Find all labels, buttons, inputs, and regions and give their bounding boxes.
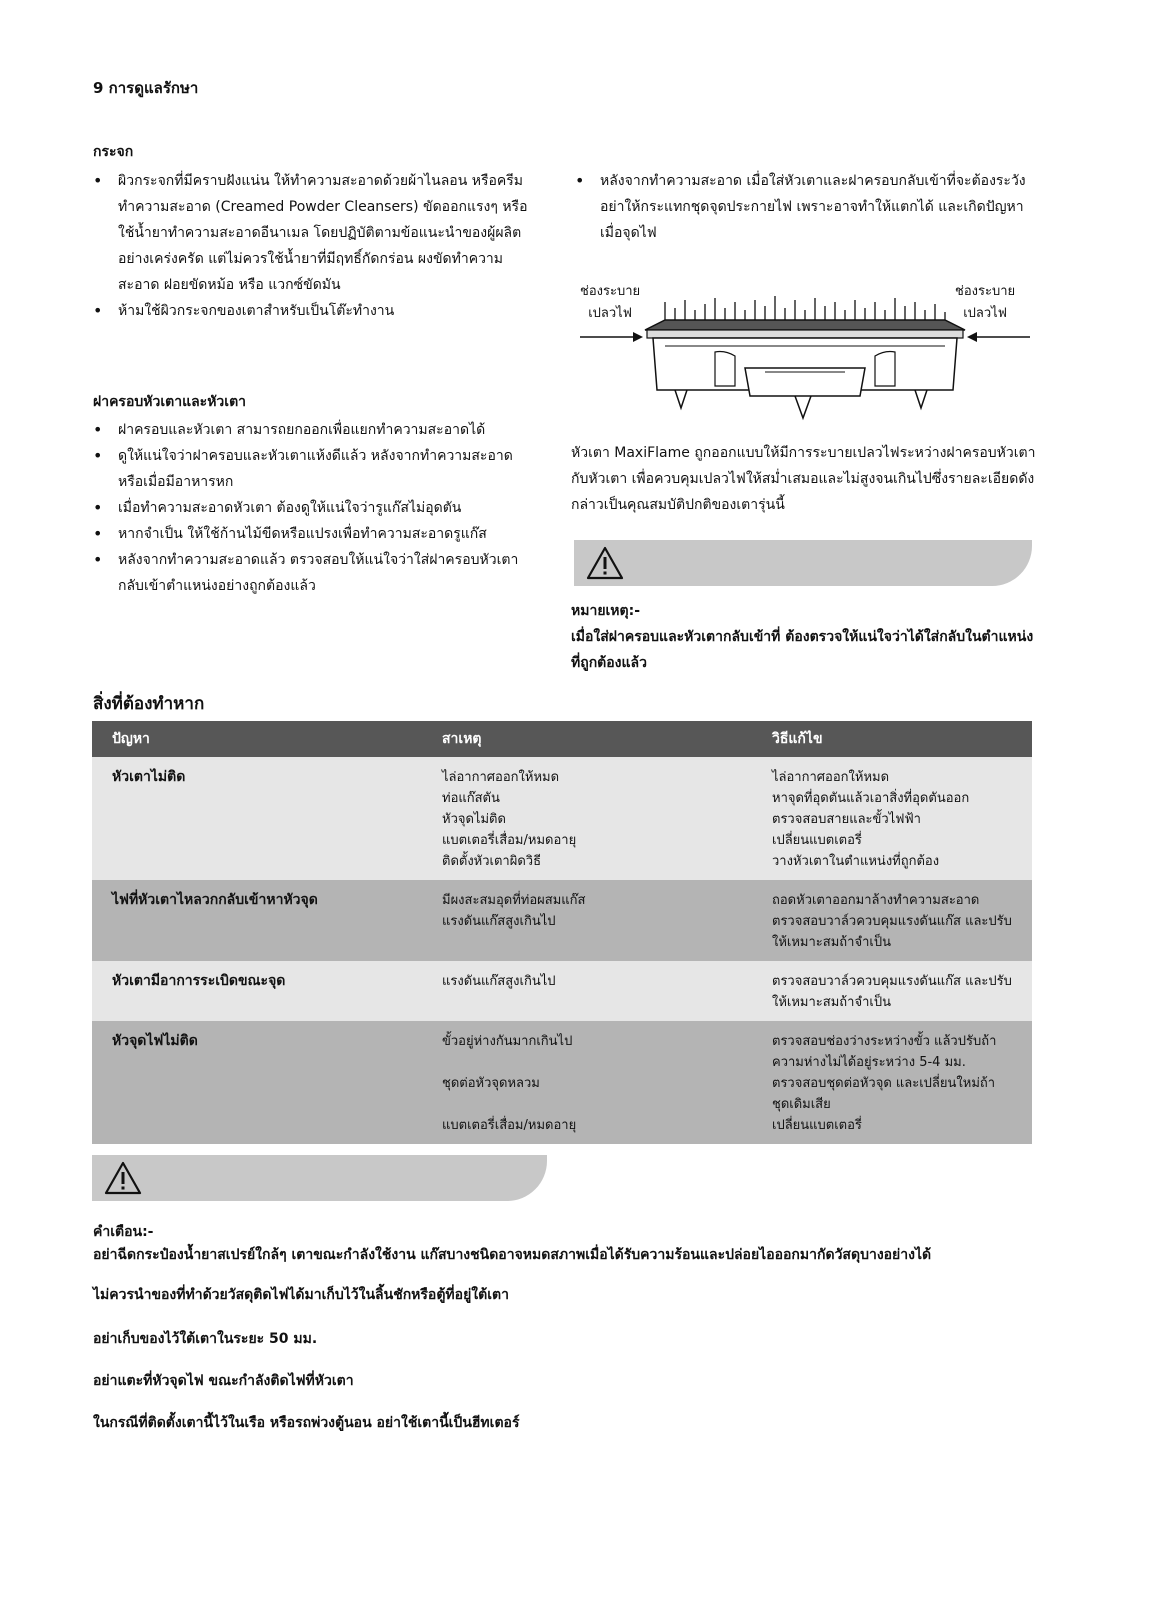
right-bullet: • หลังจากทำความสะอาด เมื่อใส่หัวเตาและฝาครอบกลับเข้าที่จะต้องระวังอย่าให้กระแทกชุดจุดประกายไฟ เพราะอาจทำให้แตกได้ และเกิดปัญหาเมื่อจุดไฟ — [571, 168, 1026, 246]
cause-item: แบตเตอรี่เสื่อม/หมดอายุ — [442, 1118, 577, 1133]
solution-cell — [752, 961, 1032, 1021]
diagram-label-right-line: เปลวไฟ — [963, 306, 1007, 321]
diagram-label-right-line: ช่องระบาย — [955, 284, 1016, 299]
column-header-solution: วิธีแก้ไข — [752, 721, 1032, 757]
diagram-label-left-line: ช่องระบาย — [580, 284, 641, 299]
burner-bullet: • เมื่อทำความสะอาดหัวเตา ต้องดูให้แน่ใจว่ารูแก๊สไม่อุดตัน — [89, 495, 534, 521]
cause-item: ไล่อากาศออกให้หมด — [442, 770, 560, 785]
problem-cell: หัวเตามีอาการระเบิดขณะจุด — [92, 961, 422, 1021]
burner-heading: ฝาครอบหัวเตาและหัวเตา — [93, 394, 247, 410]
glass-bullet-list — [89, 168, 534, 324]
problem-cell: หัวจุดไฟไม่ติด — [92, 1021, 422, 1144]
solution-item: หาจุดที่อุดตันแล้วเอาสิ่งที่อุดตันออก — [772, 791, 970, 806]
solution-item: ตรวจสอบวาล์วควบคุมแรงดันแก๊ส และปรับให้เหมาะสมถ้าจำเป็น — [772, 914, 1012, 950]
column-header-problem: ปัญหา — [92, 721, 422, 757]
cause-item: ท่อแก๊สตัน — [442, 791, 500, 806]
burner-bullet-list — [89, 417, 534, 599]
warning-line: ไม่ควรนำของที่ทำด้วยวัสดุติดไฟได้มาเก็บไว้ในลิ้นชักหรือตู้ที่อยู่ใต้เตา — [93, 1287, 509, 1303]
solution-item: ตรวจสอบวาล์วควบคุมแรงดันแก๊ส และปรับให้เหมาะสมถ้าจำเป็น — [772, 974, 1012, 1010]
warning-title: คำเตือน:- — [93, 1224, 154, 1240]
warning-lines — [93, 1244, 1093, 1434]
problem-cell: หัวเตาไม่ติด — [92, 757, 422, 880]
burner-bullet: • ดูให้แน่ใจว่าฝาครอบและหัวเตาแห้งดีแล้ว หลังจากทำความสะอาด หรือเมื่อมีอาหารหก — [89, 443, 534, 495]
table-row — [92, 880, 1032, 961]
burner-diagram — [575, 290, 1035, 425]
cause-item: แรงดันแก๊สสูงเกินไป — [442, 974, 556, 989]
column-header-cause: สาเหตุ — [422, 721, 752, 757]
right-bullet-list — [571, 168, 1026, 246]
burner-bullet: • หากจำเป็น ให้ใช้ก้านไม้ขีดหรือแปรงเพื่อทำความสะอาดรูแก๊ส — [89, 521, 534, 547]
table-row — [92, 1021, 1032, 1144]
cause-item: ติดตั้งหัวเตาผิดวิธี — [442, 854, 542, 869]
table-row — [92, 757, 1032, 880]
cause-cell — [422, 961, 752, 1021]
cause-item: ชุดต่อหัวจุดหลวม — [442, 1076, 540, 1091]
solution-item: วางหัวเตาในตำแหน่งที่ถูกต้อง — [772, 854, 940, 869]
table-row — [92, 961, 1032, 1021]
cause-item: แรงดันแก๊สสูงเกินไป — [442, 914, 556, 929]
warning-triangle-icon — [586, 546, 624, 580]
cause-cell — [422, 880, 752, 961]
solution-item: ไล่อากาศออกให้หมด — [772, 770, 890, 785]
section-title: 9 การดูแลรักษา — [93, 79, 199, 97]
note-text: เมื่อใส่ฝาครอบและหัวเตากลับเข้าที่ ต้องตรวจให้แน่ใจว่าได้ใส่กลับในตำแหน่งที่ถูกต้องแล้ว — [571, 629, 1034, 671]
maxiflame-description: หัวเตา MaxiFlame ถูกออกแบบให้มีการระบายเปลวไฟระหว่างฝาครอบหัวเตากับหัวเตา เพื่อควบคุมเปลวไฟให้สม่ำเสมอและไม่สูงจนเกินไปซึ่งรายละเอียดดังกล่าวเป็นคุณสมบัติปกติของเตารุ่นนี้ — [571, 445, 1036, 513]
cause-item: หัวจุดไม่ติด — [442, 812, 506, 827]
burner-bullet: • หลังจากทำความสะอาดแล้ว ตรวจสอบให้แน่ใจว่าใส่ฝาครอบหัวเตากลับเข้าตำแหน่งอย่างถูกต้องแล้ว — [89, 547, 534, 599]
solution-item: เปลี่ยนแบตเตอรี่ — [772, 833, 862, 848]
diagram-label-left-line: เปลวไฟ — [588, 306, 632, 321]
cause-item: ขั้วอยู่ห่างกันมากเกินไป — [442, 1034, 573, 1049]
solution-cell — [752, 1021, 1032, 1144]
solution-item: เปลี่ยนแบตเตอรี่ — [772, 1118, 862, 1133]
solution-item: ตรวจสอบสายและขั้วไฟฟ้า — [772, 812, 921, 827]
problem-cell: ไฟที่หัวเตาไหลวกกลับเข้าหาหัวจุด — [92, 880, 422, 961]
troubleshoot-heading: สิ่งที่ต้องทำหาก — [93, 694, 205, 714]
warning-line: อย่าแตะที่หัวจุดไฟ ขณะกำลังติดไฟที่หัวเตา — [93, 1373, 354, 1389]
solution-item: ตรวจสอบชุดต่อหัวจุด และเปลี่ยนใหม่ถ้าชุดเดิมเสีย — [772, 1076, 996, 1112]
warning-line: ในกรณีที่ติดตั้งเตานี้ไว้ในเรือ หรือรถพ่วงตู้นอน อย่าใช้เตานี้เป็นฮีทเตอร์ — [93, 1415, 520, 1431]
cause-item: แบตเตอรี่เสื่อม/หมดอายุ — [442, 833, 577, 848]
cause-cell — [422, 757, 752, 880]
glass-bullet: • ผิวกระจกที่มีคราบฝังแน่น ให้ทำความสะอาดด้วยผ้าไนลอน หรือครีมทำความสะอาด (Creamed Powder Cleansers) ขัดออกแรงๆ หรือใช้น้ำยาทำความสะอาดอีนาเมล โดยปฏิบัติตามข้อแนะนำของผู้ผลิตอย่างเคร่งครัด แต่ไม่ควรใช้น้ำยาที่มีฤทธิ์กัดกร่อน ผงขัดทำความสะอาด ฝอยขัดหม้อ หรือ แวกซ์ขัดมัน — [89, 168, 534, 298]
table-header-row — [92, 721, 1032, 757]
glass-bullet: • ห้ามใช้ผิวกระจกของเตาสำหรับเป็นโต๊ะทำงาน — [89, 298, 534, 324]
cause-item: มีผงสะสมอุดที่ท่อผสมแก๊ส — [442, 893, 586, 908]
warning-triangle-icon — [104, 1161, 142, 1195]
glass-heading: กระจก — [93, 144, 134, 160]
caution-warning-bar — [92, 1155, 547, 1201]
solution-cell — [752, 880, 1032, 961]
note-warning-bar — [574, 540, 1032, 586]
troubleshoot-table — [92, 721, 1032, 1144]
cause-cell — [422, 1021, 752, 1144]
burner-bullet: • ฝาครอบและหัวเตา สามารถยกออกเพื่อแยกทำความสะอาดได้ — [89, 417, 534, 443]
warning-line: อย่าเก็บของไว้ใต้เตาในระยะ 50 มม. — [93, 1331, 318, 1347]
warning-line: อย่าฉีดกระป๋องน้ำยาสเปรย์ใกล้ๆ เตาขณะกำลังใช้งาน แก๊สบางชนิดอาจหมดสภาพเมื่อได้รับความร้อนและปล่อยไอออกมากัดวัสดุบางอย่างได้ — [93, 1247, 932, 1263]
solution-item: ตรวจสอบช่องว่างระหว่างขั้ว แล้วปรับถ้าความห่างไม่ได้อยู่ระหว่าง 5-4 มม. — [772, 1034, 997, 1070]
solution-cell — [752, 757, 1032, 880]
solution-item: ถอดหัวเตาออกมาล้างทำความสะอาด — [772, 893, 980, 908]
note-title: หมายเหตุ:- — [571, 603, 641, 619]
